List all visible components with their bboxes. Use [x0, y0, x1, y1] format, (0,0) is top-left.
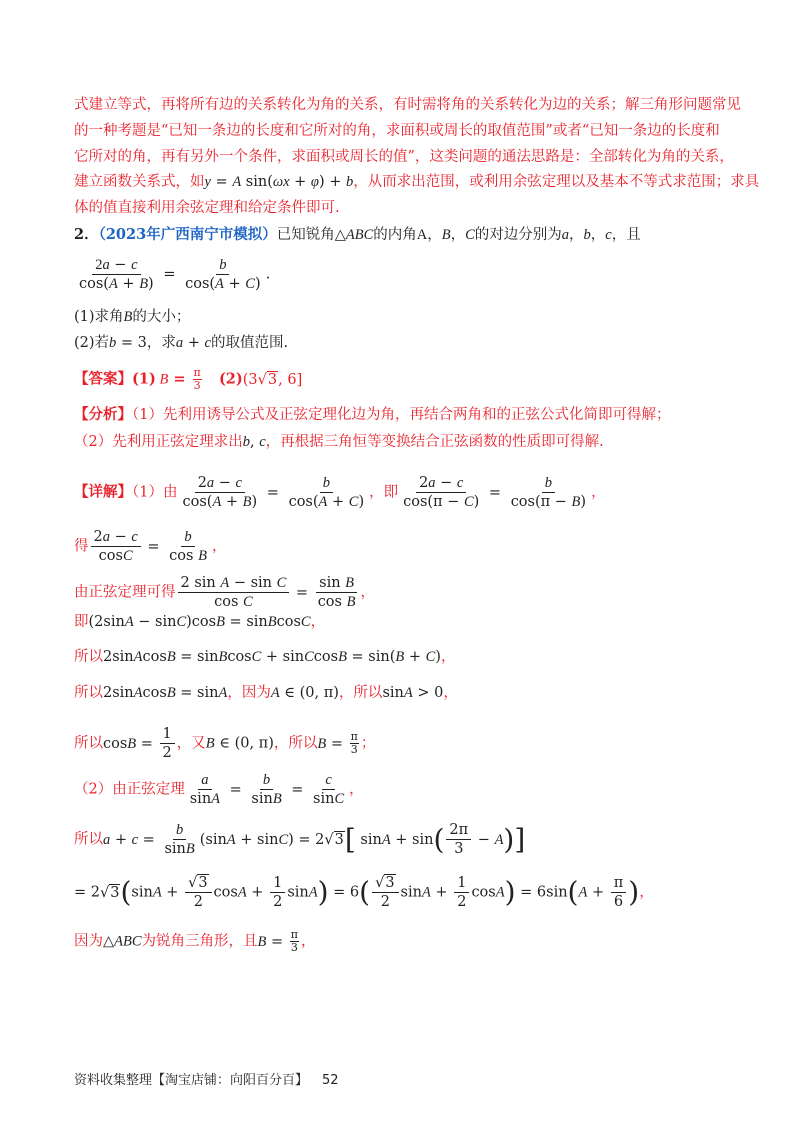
detail-step-1: 【详解】（1）由 $\frac{2a - c}{\cos(A + B)}$ = $\frac{b}{\cos(A + C)}$ ，即 $\frac{2a - c}{\cos(\pi - C)}$ = $\frac{b}{\cos(\pi - B)}$ ， [74, 475, 606, 510]
fraction: $\frac{\pi}{6}$ [611, 874, 627, 911]
q2-text-c: 的取值范围. [210, 335, 289, 351]
fraction: $\frac{b}{\cos(A + C)}$ [185, 257, 261, 292]
problem-number: 2． [74, 226, 99, 243]
intro-line-4-start: 建立函数关系式，如 [74, 174, 205, 190]
fraction: $\frac{\text{sin B}}{\text{cos B}}$ [317, 575, 356, 610]
analysis-line-1 [74, 405, 670, 425]
formula-y-asin: y = A sin(ωx + φ) + b [204, 174, 354, 190]
fraction: $\frac{\text{2 sin A − sin C}}{\text{cos C}}$ [178, 574, 290, 611]
fraction: $\frac{2a - c}{\cos C}$ [91, 528, 141, 565]
answer-line: 【答案】(1) B = $\frac{\pi}{3}$ (2)(3√3, 6] [74, 366, 303, 392]
q2-text-b: ，求 [146, 335, 176, 351]
fraction: $\frac{1}{2}$ [160, 725, 175, 762]
detail-text: 所以 [74, 649, 103, 665]
fraction: $\frac{b}{\sin B}$ [251, 772, 282, 807]
triangle-abc: △ABC [334, 227, 374, 243]
detail-step-8: （2）由正弦定理 $\frac{a}{\sin A}$ = $\frac{b}{\sin B}$ = $\frac{c}{\sin C}$ ， [74, 772, 364, 807]
problem-source: （2023年广西南宁市模拟） [98, 226, 277, 243]
fraction: $\frac{\pi}{3}$ [193, 366, 201, 392]
detail-step-9: 所以a + c = $\frac{b}{\sin B}$ (sinA + sinC) = 2√3[ sinA + sin( $\frac{2\pi}{3}$ − A)] [74, 822, 526, 857]
analysis-text-2b: ，再根据三角恒等变换结合正弦函数的性质即可得解. [265, 434, 604, 450]
detail-step-3: 由正弦定理可得 $\frac{\text{2 sin A − sin C}}{\text{cos C}}$ = $\frac{\text{sin B}}{\text{cos B}}$ ， [74, 575, 375, 610]
fraction: $\frac{√3}{2}$ [185, 874, 211, 911]
fraction: $\frac{2a - c}{\cos(A + B)}$ [182, 475, 258, 510]
fraction: $\frac{b}{\sin B}$ [164, 822, 195, 857]
intro-line-4-end: ，从而求出范围，或利用余弦定理以及基本不等式求范围；求具 [353, 174, 760, 190]
detail-step-11: 因为△ABC为锐角三角形，且B = $\frac{\pi}{3}$ ， [74, 928, 316, 954]
fraction: $\frac{\pi}{3}$ [290, 928, 299, 954]
stem-text-a: 已知锐角 [276, 227, 335, 243]
analysis-line-2: （2）先利用正弦定理求出b, c，再根据三角恒等变换结合正弦函数的性质即可得解. [74, 434, 604, 450]
answer-label: 【答案】 [74, 370, 132, 388]
fraction: $\frac{1}{2}$ [454, 874, 469, 911]
stem-text-b: 的内角 [373, 227, 417, 243]
problem-stem: 2．（2023年广西南宁市模拟）已知锐角△ABC的内角A，B，C的对边分别为a，b，c，且 [74, 226, 641, 243]
question-1: (1)求角B的大小； [74, 309, 191, 325]
answer-part-2: (2) [218, 370, 243, 388]
intro-line-5: 体的值直接利用余弦定理和给定条件即可. [74, 200, 340, 216]
fraction: $\frac{b}{\text{cos B}}$ [169, 529, 207, 564]
detail-text: ，所以 [338, 685, 383, 701]
detail-text: ，因为 [227, 685, 271, 701]
fraction: $\frac{1}{2}$ [270, 874, 285, 911]
page-number: 52 [322, 1073, 339, 1088]
detail-text: 所以 [74, 685, 103, 701]
stem-text-c: 的对边分别为 [474, 227, 562, 243]
fraction: $\frac{2\pi}{3}$ [446, 821, 471, 858]
detail-step-7: 所以cosB = $\frac{1}{2}$ ，又B ∈ (0, π)，所以B = $\frac{\pi}{3}$ ； [74, 726, 376, 761]
fraction: $\frac{\pi}{3}$ [350, 730, 358, 756]
detail-step-4: 即(2sinA − sinC)cosB = sinBcosC， [74, 614, 326, 630]
vertex-a: A [416, 227, 428, 243]
question-2: (2)若b = 3，求a + c的取值范围. [74, 335, 289, 351]
detail-step-10: = 2√3(sinA + $\frac{√3}{2}$ cosA + $\frac{1}{2}$ sinA) = 6( $\frac{√3}{2}$ sinA + $\frac{1}{2}$ cosA) = 6sin(A + $\frac{\pi}{6}$ )， [74, 875, 654, 910]
given-equation: $\frac{2a - c}{\cos(A + B)}$ = $\frac{b}{\cos(A + C)}$ . [74, 256, 270, 293]
detail-label: 【详解】 [74, 483, 132, 501]
q1-text-b: 的大小； [132, 309, 191, 325]
fraction: $\frac{√3}{2}$ [372, 874, 398, 911]
page-footer [74, 1069, 339, 1088]
detail-text: 因为 [74, 933, 103, 950]
detail-step-2: 得 $\frac{2a - c}{\cos C}$ = $\frac{b}{\text{cos B}}$ ， [74, 529, 227, 564]
q2-text-a: (2)若 [74, 335, 110, 351]
stem-text-d: ，且 [611, 227, 641, 243]
detail-text: 为锐角三角形，且 [141, 933, 258, 950]
detail-text: 所以 [74, 735, 103, 752]
analysis-label: 【分析】 [74, 406, 132, 423]
intro-line-3: 它所对的角，再有另外一个条件，求面积或周长的值”，这类问题的通法思路是：全部转化为角的关系， [74, 149, 734, 165]
detail-text: 所以 [74, 831, 103, 848]
fraction: $\frac{b}{\cos(A + C)}$ [288, 475, 365, 510]
detail-text: （2）由正弦定理 [74, 781, 185, 798]
detail-text: 即 [74, 614, 89, 630]
detail-text: 得 [74, 538, 89, 555]
intro-line-4 [74, 172, 759, 192]
q1-text-a: (1)求角 [74, 309, 124, 325]
analysis-text-2a: （2）先利用正弦定理求出 [74, 434, 243, 450]
intro-line-1: 式建立等式，再将所有边的关系转化为角的关系，有时需将角的关系转化为边的关系；解三角形问题常见 [74, 97, 741, 113]
detail-step-6: 所以2sinAcosB = sinA，因为A ∈ (0, π)，所以sinA > 0， [74, 685, 458, 701]
detail-text: （1）由 [132, 484, 178, 501]
fraction: $\frac{c}{\sin C}$ [313, 772, 345, 807]
detail-step-5: 所以2sinAcosB = sinBcosC + sinCcosB = sin(B + C)， [74, 649, 456, 665]
fraction: $\frac{2a - c}{\cos(A + B)}$ [79, 257, 154, 292]
footer-text: 资料收集整理【淘宝店铺：向阳百分百】 [74, 1073, 309, 1088]
detail-text: ，所以 [273, 735, 318, 752]
answer-part-1: (1) [132, 370, 156, 388]
detail-text: ，又 [176, 735, 206, 752]
intro-line-2: 的一种考题是“已知一条边的长度和它所对的角，求面积或周长的取值范围”或者“已知一条边的长度和 [74, 123, 720, 139]
analysis-text-1: （1）先利用诱导公式及正弦定理化边为角，再结合两角和的正弦公式化简即可得解； [132, 407, 671, 423]
fraction: $\frac{a}{\sin A}$ [189, 772, 221, 807]
answer-interval: (3√3, 6] [242, 371, 303, 388]
detail-text: ，即 [369, 484, 399, 501]
detail-text: 由正弦定理可得 [74, 584, 176, 601]
fraction: $\frac{2a - c}{\cos(\pi - C)}$ [403, 475, 480, 510]
fraction: $\frac{b}{\cos(\pi - B)}$ [510, 475, 587, 510]
